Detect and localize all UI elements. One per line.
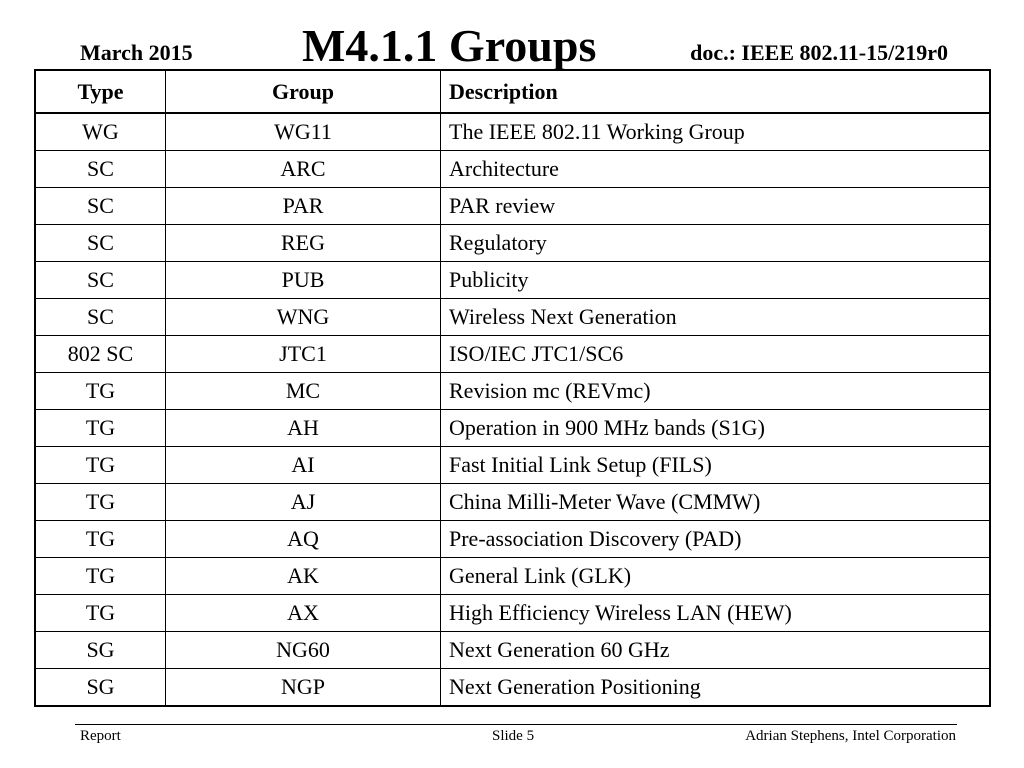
cell-type: SC bbox=[35, 188, 166, 225]
table-row bbox=[35, 299, 990, 336]
cell-group: ARC bbox=[166, 151, 441, 188]
cell-group: PUB bbox=[166, 262, 441, 299]
table-row bbox=[35, 410, 990, 447]
table-row bbox=[35, 484, 990, 521]
cell-group: AK bbox=[166, 558, 441, 595]
header-date: March 2015 bbox=[80, 40, 193, 65]
footer-left: Report bbox=[80, 728, 121, 744]
cell-description: Wireless Next Generation bbox=[441, 299, 991, 336]
cell-group: PAR bbox=[166, 188, 441, 225]
cell-type: TG bbox=[35, 595, 166, 632]
cell-group: REG bbox=[166, 225, 441, 262]
groups-table bbox=[34, 69, 991, 707]
table-row bbox=[35, 188, 990, 225]
header-doc-id: doc.: IEEE 802.11-15/219r0 bbox=[690, 40, 948, 65]
footer-divider bbox=[75, 724, 957, 725]
cell-type: WG bbox=[35, 113, 166, 151]
cell-description: Revision mc (REVmc) bbox=[441, 373, 991, 410]
cell-type: TG bbox=[35, 373, 166, 410]
cell-group: AI bbox=[166, 447, 441, 484]
cell-group: AX bbox=[166, 595, 441, 632]
table-row bbox=[35, 373, 990, 410]
cell-type: TG bbox=[35, 484, 166, 521]
table-row bbox=[35, 262, 990, 299]
column-header-group: Group bbox=[166, 70, 441, 113]
cell-description: Architecture bbox=[441, 151, 991, 188]
footer-author: Adrian Stephens, Intel Corporation bbox=[745, 728, 956, 744]
cell-type: SC bbox=[35, 262, 166, 299]
column-header-type: Type bbox=[35, 70, 166, 113]
cell-group: AH bbox=[166, 410, 441, 447]
cell-type: TG bbox=[35, 447, 166, 484]
cell-description: General Link (GLK) bbox=[441, 558, 991, 595]
cell-type: SG bbox=[35, 632, 166, 669]
cell-group: JTC1 bbox=[166, 336, 441, 373]
table-row bbox=[35, 521, 990, 558]
cell-type: SC bbox=[35, 151, 166, 188]
cell-group: AQ bbox=[166, 521, 441, 558]
cell-description: Next Generation Positioning bbox=[441, 669, 991, 707]
cell-type: SC bbox=[35, 225, 166, 262]
cell-type: SC bbox=[35, 299, 166, 336]
cell-description: Operation in 900 MHz bands (S1G) bbox=[441, 410, 991, 447]
cell-description: High Efficiency Wireless LAN (HEW) bbox=[441, 595, 991, 632]
cell-description: Publicity bbox=[441, 262, 991, 299]
cell-description: Fast Initial Link Setup (FILS) bbox=[441, 447, 991, 484]
cell-description: Pre-association Discovery (PAD) bbox=[441, 521, 991, 558]
slide-number: Slide 5 bbox=[492, 728, 535, 744]
cell-group: WG11 bbox=[166, 113, 441, 151]
table-row bbox=[35, 225, 990, 262]
cell-description: China Milli-Meter Wave (CMMW) bbox=[441, 484, 991, 521]
cell-description: PAR review bbox=[441, 188, 991, 225]
cell-type: SG bbox=[35, 669, 166, 707]
cell-type: TG bbox=[35, 558, 166, 595]
table-row bbox=[35, 151, 990, 188]
table-row bbox=[35, 447, 990, 484]
cell-group: NG60 bbox=[166, 632, 441, 669]
cell-type: TG bbox=[35, 521, 166, 558]
cell-description: Regulatory bbox=[441, 225, 991, 262]
cell-description: Next Generation 60 GHz bbox=[441, 632, 991, 669]
table-row bbox=[35, 595, 990, 632]
table-row bbox=[35, 669, 990, 707]
cell-group: AJ bbox=[166, 484, 441, 521]
table-row bbox=[35, 632, 990, 669]
cell-description: ISO/IEC JTC1/SC6 bbox=[441, 336, 991, 373]
cell-description: The IEEE 802.11 Working Group bbox=[441, 113, 991, 151]
cell-type: 802 SC bbox=[35, 336, 166, 373]
table-row bbox=[35, 336, 990, 373]
table-row bbox=[35, 113, 990, 151]
table-header-row bbox=[35, 70, 990, 113]
cell-group: WNG bbox=[166, 299, 441, 336]
slide-title: M4.1.1 Groups bbox=[302, 20, 597, 71]
cell-group: MC bbox=[166, 373, 441, 410]
cell-type: TG bbox=[35, 410, 166, 447]
table-row bbox=[35, 558, 990, 595]
cell-group: NGP bbox=[166, 669, 441, 707]
column-header-description: Description bbox=[441, 70, 991, 113]
